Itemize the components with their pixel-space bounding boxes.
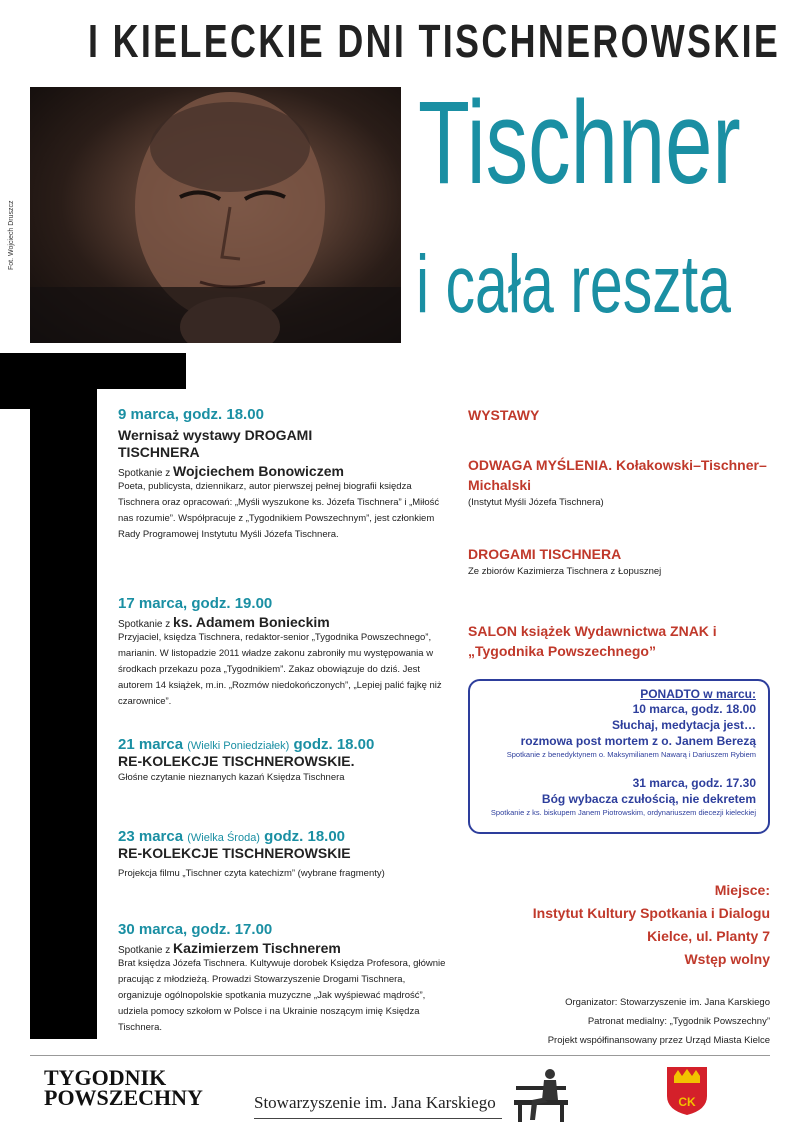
- footer-divider: [30, 1055, 770, 1056]
- portrait-photo: [30, 87, 401, 343]
- logo-line: TYGODNIK: [44, 1065, 167, 1090]
- photo-credit: Fot. Wojciech Druszcz: [8, 200, 15, 270]
- exhibitions-heading: WYSTAWY: [468, 407, 540, 423]
- event-1: [118, 406, 448, 543]
- date-note: (Wielki Poniedziałek): [187, 740, 290, 752]
- organizers-block: [548, 993, 770, 1050]
- event-date: [118, 736, 448, 753]
- date-start: 21 marca: [118, 736, 184, 753]
- event-title: RE-KOLEKCJE TISCHNEROWSKIE.: [118, 753, 355, 769]
- event-4: [118, 828, 448, 882]
- event-description: Przyjaciel, księdza Tischnera, redaktor-senior „Tygodnika Powszechnego”, marianin. W listopadzie 2011 władze zakonu zabroniły mu występowania w środkach przekazu poza „Tygodnikiem”. Zakaz obowiązuje do dziś. Jest autorem 14 książek, m.in. „Rozmów niedokończonych”, „Lepiej palić fajkę niż czarownice”.: [118, 632, 442, 707]
- karski-association-logo: Stowarzyszenie im. Jana Karskiego: [254, 1093, 496, 1112]
- main-title: Tischner: [418, 77, 741, 209]
- kielce-crest-icon: [666, 1066, 708, 1121]
- date-end: godz. 18.00: [264, 828, 346, 845]
- extra-heading: PONADTO w marcu:: [640, 687, 756, 701]
- event-date: [118, 828, 448, 845]
- date-end: godz. 18.00: [293, 736, 375, 753]
- date-start: 23 marca: [118, 828, 184, 845]
- event-description: Głośne czytanie nieznanych kazań Księdza Tischnera: [118, 772, 345, 783]
- bench-statue-icon: [512, 1064, 570, 1129]
- exhibition-title: ODWAGA MYŚLENIA. Kołakowski–Tischner–Michalski: [468, 457, 767, 493]
- karski-underline: [254, 1118, 502, 1119]
- event-description: Projekcja filmu „Tischner czyta katechizm” (wybrane fragmenty): [118, 868, 385, 879]
- t-letter-stem: [30, 389, 97, 1039]
- host-name: Kazimierzem Tischnerem: [173, 940, 341, 956]
- event-title: Wernisaż wystawy DROGAMI TISCHNERA: [118, 427, 313, 460]
- event-3: [118, 736, 448, 786]
- venue-block: [533, 879, 770, 971]
- media-patron-line: Patronat medialny: „Tygodnik Powszechny”: [587, 1016, 770, 1027]
- venue-name: Instytut Kultury Spotkania i Dialogu: [532, 905, 770, 921]
- venue-address: Kielce, ul. Planty 7: [647, 928, 770, 944]
- extra-events-box: [468, 679, 770, 834]
- event-date: 30 marca, godz. 17.00: [118, 921, 273, 938]
- extra-date: 10 marca, godz. 18.00: [632, 702, 756, 716]
- exhibition-3: [468, 621, 768, 661]
- host-prefix: Spotkanie z: [118, 619, 171, 630]
- event-description: Poeta, publicysta, dziennikarz, autor pierwszej pełnej biografii księdza Tischnera oraz opracowań: „Myśli wyszukone ks. Józefa Tischnera” i „Miłość nas rozumie”. Współpracuje z „Tygodnikiem Powszechnym”, jest członkiem Rady Programowej Instytutu Myśli Józefa Tischnera.: [118, 481, 440, 540]
- extra-title: Słuchaj, medytacja jest…: [611, 718, 756, 732]
- extra-title: rozmowa post mortem z o. Janem Berezą: [520, 734, 756, 748]
- event-5: [118, 921, 448, 1036]
- event-description: Brat księdza Józefa Tischnera. Kultywuje dorobek Księdza Profesora, głównie pracując z młodzieżą. Prowadzi Stowarzyszenie Drogami Tischnera, organizuje ogólnopolskie spotkania muzyczne „Jak wyśpiewać mądrość”, udziela pomocy szkołom w Polsce i na Ukrainie noszącym imię Księdza Tischnera.: [118, 958, 446, 1033]
- venue-entry: Wstęp wolny: [684, 951, 770, 967]
- event-host: [118, 614, 448, 630]
- host-prefix: Spotkanie z: [118, 468, 171, 479]
- t-letter-bar: [0, 353, 186, 389]
- venue-label: Miejsce:: [714, 882, 770, 898]
- portrait-illustration: [30, 87, 401, 343]
- extra-events-content: [491, 687, 756, 819]
- extra-note: Spotkanie z benedyktynem o. Maksymilianem Nawarą i Dariuszem Rybiem: [506, 750, 756, 759]
- host-name: ks. Adamem Bonieckim: [173, 614, 330, 630]
- event-title: RE-KOLEKCJE TISCHNEROWSKIE: [118, 845, 351, 861]
- logo-line: POWSZECHNY: [44, 1085, 203, 1110]
- event-2: [118, 595, 448, 710]
- exhibition-title: SALON książek Wydawnictwa ZNAK i „Tygodnika Powszechnego”: [468, 623, 717, 659]
- host-name: Wojciechem Bonowiczem: [173, 463, 344, 479]
- extra-title: Bóg wybacza czułością, nie dekretem: [541, 792, 756, 806]
- date-note: (Wielka Środa): [187, 832, 260, 844]
- tygodnik-powszechny-logo: [44, 1065, 203, 1110]
- event-date: 9 marca, godz. 18.00: [118, 406, 264, 423]
- event-date: 17 marca, godz. 19.00: [118, 595, 273, 612]
- exhibition-note: Ze zbiorów Kazimierza Tischnera z Łopusznej: [468, 566, 662, 577]
- exhibition-note: (Instytut Myśli Józefa Tischnera): [468, 497, 604, 508]
- crest-text: CK: [678, 1095, 696, 1109]
- organizer-line: Organizator: Stowarzyszenie im. Jana Karskiego: [565, 997, 770, 1008]
- extra-note: Spotkanie z ks. biskupem Janem Piotrowskim, ordynariuszem diecezji kieleckiej: [490, 808, 756, 817]
- exhibition-2: [468, 546, 788, 577]
- host-prefix: Spotkanie z: [118, 945, 171, 956]
- poster-title: I KIELECKIE DNI TISCHNEROWSKIE: [88, 15, 781, 67]
- funding-line: Projekt współfinansowany przez Urząd Miasta Kielce: [547, 1035, 770, 1046]
- event-host: [118, 940, 448, 956]
- event-host: [118, 463, 448, 479]
- extra-date: 31 marca, godz. 17.30: [632, 776, 756, 790]
- exhibition-title: DROGAMI TISCHNERA: [468, 546, 622, 562]
- exhibition-1: [468, 455, 768, 508]
- subtitle: i cała reszta: [416, 239, 732, 330]
